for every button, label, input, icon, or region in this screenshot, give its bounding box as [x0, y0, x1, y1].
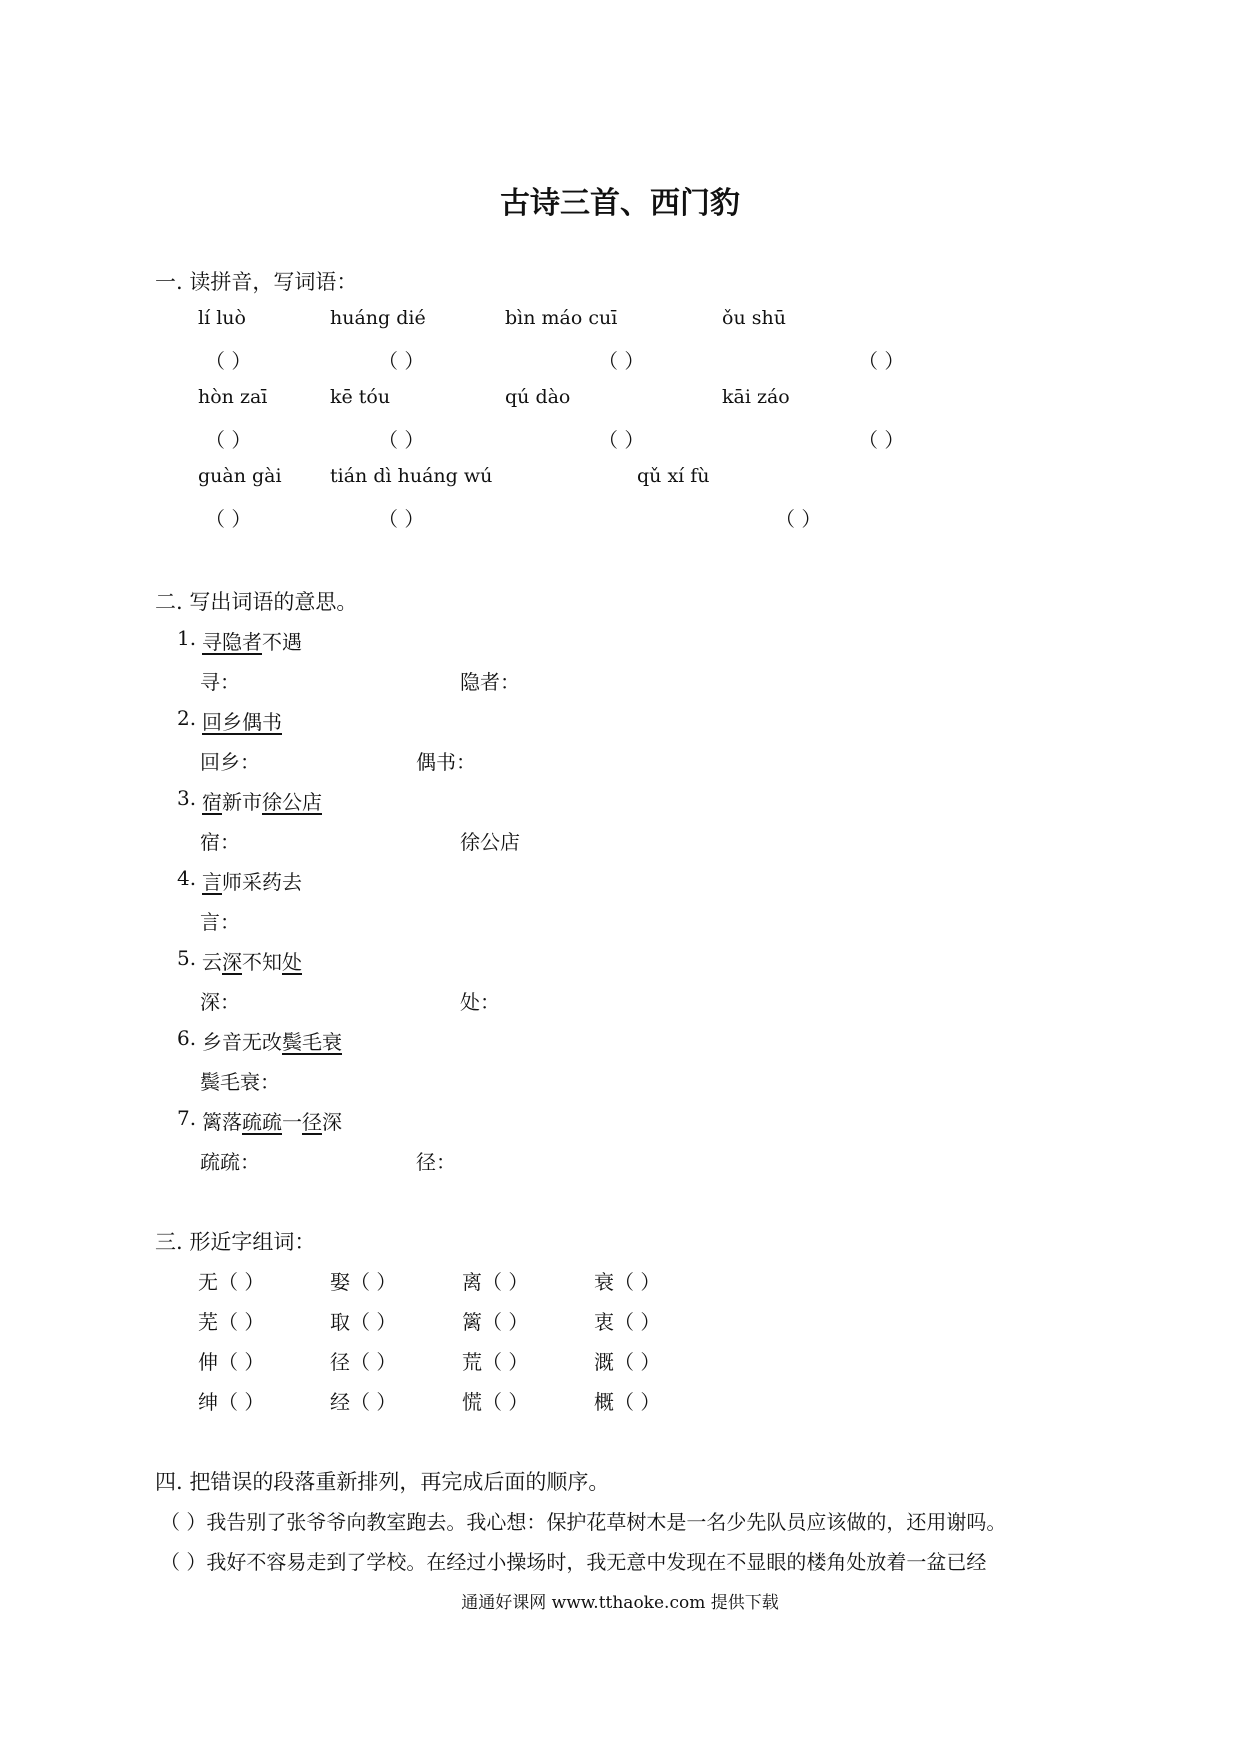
phrase-part: 处	[282, 950, 302, 974]
item-number: 1.	[177, 626, 197, 650]
item-phrase	[202, 706, 282, 735]
item-phrase	[202, 626, 302, 655]
answer-blank: （ ）	[598, 349, 645, 373]
section-1-heading: 一. 读拼音，写词语：	[155, 270, 358, 294]
phrase-part: 新市	[222, 790, 262, 814]
phrase-part: 偶书	[242, 710, 282, 734]
word-cell: 溉（ ）	[594, 1350, 661, 1374]
answer-blank: （ ）	[378, 507, 425, 531]
phrase-part: 径	[302, 1110, 322, 1134]
phrase-part: 回乡	[202, 710, 242, 734]
word-cell: 径（ ）	[330, 1350, 397, 1374]
phrase-part: 一	[282, 1110, 302, 1134]
answer-blank: （ ）	[205, 349, 252, 373]
pinyin: huáng dié	[330, 307, 426, 329]
phrase-part: 乡音无改	[202, 1030, 282, 1054]
answer-label: 鬓毛衰：	[200, 1070, 280, 1094]
word-cell: 伸（ ）	[198, 1350, 265, 1374]
item-phrase	[202, 946, 302, 975]
pinyin: qǔ xí fù	[637, 465, 710, 487]
phrase-part: 不遇	[262, 630, 302, 654]
section-4-heading: 四. 把错误的段落重新排列，再完成后面的顺序。	[155, 1470, 610, 1494]
phrase-part: 篱落	[202, 1110, 242, 1134]
pinyin: tián dì huáng wú	[330, 465, 493, 487]
answer-blank: （ ）	[205, 428, 252, 452]
word-cell: 离（ ）	[462, 1270, 529, 1294]
phrase-part: 疏疏	[242, 1110, 282, 1134]
answer-blank: （ ）	[858, 349, 905, 373]
phrase-part: 宿	[202, 790, 222, 814]
item-number: 2.	[177, 706, 197, 730]
phrase-part: 徐公店	[262, 790, 322, 814]
answer-blank: （ ）	[598, 428, 645, 452]
item-number: 5.	[177, 946, 197, 970]
phrase-part: 鬓毛衰	[282, 1030, 342, 1054]
phrase-part: 云	[202, 950, 222, 974]
item-phrase	[202, 1106, 342, 1135]
pinyin: guàn gài	[198, 465, 282, 487]
phrase-part: 不知	[242, 950, 282, 974]
phrase-part: 隐者	[222, 630, 262, 654]
item-phrase	[202, 786, 322, 815]
pinyin: kāi záo	[722, 386, 790, 408]
pinyin: kē tóu	[330, 386, 391, 408]
answer-blank: （ ）	[775, 507, 822, 531]
pinyin: hòn zaī	[198, 386, 268, 408]
answer-label: 疏疏：	[200, 1150, 260, 1174]
footer-text: 通通好课网 www.tthaoke.com 提供下载	[461, 1593, 779, 1613]
word-cell: 娶（ ）	[330, 1270, 397, 1294]
answer-blank: （ ）	[378, 428, 425, 452]
phrase-part: 深	[322, 1110, 342, 1134]
answer-blank: （ ）	[205, 507, 252, 531]
item-number: 6.	[177, 1026, 197, 1050]
answer-blank: （ ）	[858, 428, 905, 452]
answer-blank: （ ）	[378, 349, 425, 373]
page-title: 古诗三首、西门豹	[500, 186, 740, 221]
answer-label: 偶书：	[416, 750, 476, 774]
pinyin: bìn máo cuī	[505, 307, 618, 329]
answer-label: 径：	[416, 1150, 456, 1174]
paragraph-line: （ ）我好不容易走到了学校。在经过小操场时，我无意中发现在不显眼的楼角处放着一盆已经	[160, 1550, 987, 1574]
answer-label: 言：	[200, 910, 240, 934]
word-cell: 无（ ）	[198, 1270, 265, 1294]
phrase-part: 寻	[202, 630, 222, 654]
word-cell: 经（ ）	[330, 1390, 397, 1414]
answer-label: 深：	[200, 990, 240, 1014]
word-cell: 篱（ ）	[462, 1310, 529, 1334]
word-cell: 慌（ ）	[462, 1390, 529, 1414]
item-number: 7.	[177, 1106, 197, 1130]
pinyin: lí luò	[198, 307, 246, 329]
section-2-heading: 二. 写出词语的意思。	[155, 590, 358, 614]
answer-label: 宿：	[200, 830, 240, 854]
item-phrase	[202, 866, 302, 895]
word-cell: 取（ ）	[330, 1310, 397, 1334]
answer-label: 回乡：	[200, 750, 260, 774]
answer-label: 处：	[460, 990, 500, 1014]
word-cell: 衰（ ）	[594, 1270, 661, 1294]
pinyin: qú dào	[505, 386, 571, 408]
pinyin: ǒu shū	[722, 307, 786, 329]
word-cell: 衷（ ）	[594, 1310, 661, 1334]
section-3-heading: 三. 形近字组词：	[155, 1230, 316, 1254]
word-cell: 概（ ）	[594, 1390, 661, 1414]
answer-label: 徐公店	[460, 830, 520, 854]
word-cell: 绅（ ）	[198, 1390, 265, 1414]
item-phrase	[202, 1026, 342, 1055]
item-number: 4.	[177, 866, 197, 890]
word-cell: 荒（ ）	[462, 1350, 529, 1374]
phrase-part: 言	[202, 870, 222, 894]
answer-label: 寻：	[200, 670, 240, 694]
paragraph-line: （ ）我告别了张爷爷向教室跑去。我心想：保护花草树木是一名少先队员应该做的，还用谢吗。	[160, 1510, 1007, 1534]
word-cell: 芜（ ）	[198, 1310, 265, 1334]
phrase-part: 师采药去	[222, 870, 302, 894]
item-number: 3.	[177, 786, 197, 810]
answer-label: 隐者：	[460, 670, 520, 694]
phrase-part: 深	[222, 950, 242, 974]
